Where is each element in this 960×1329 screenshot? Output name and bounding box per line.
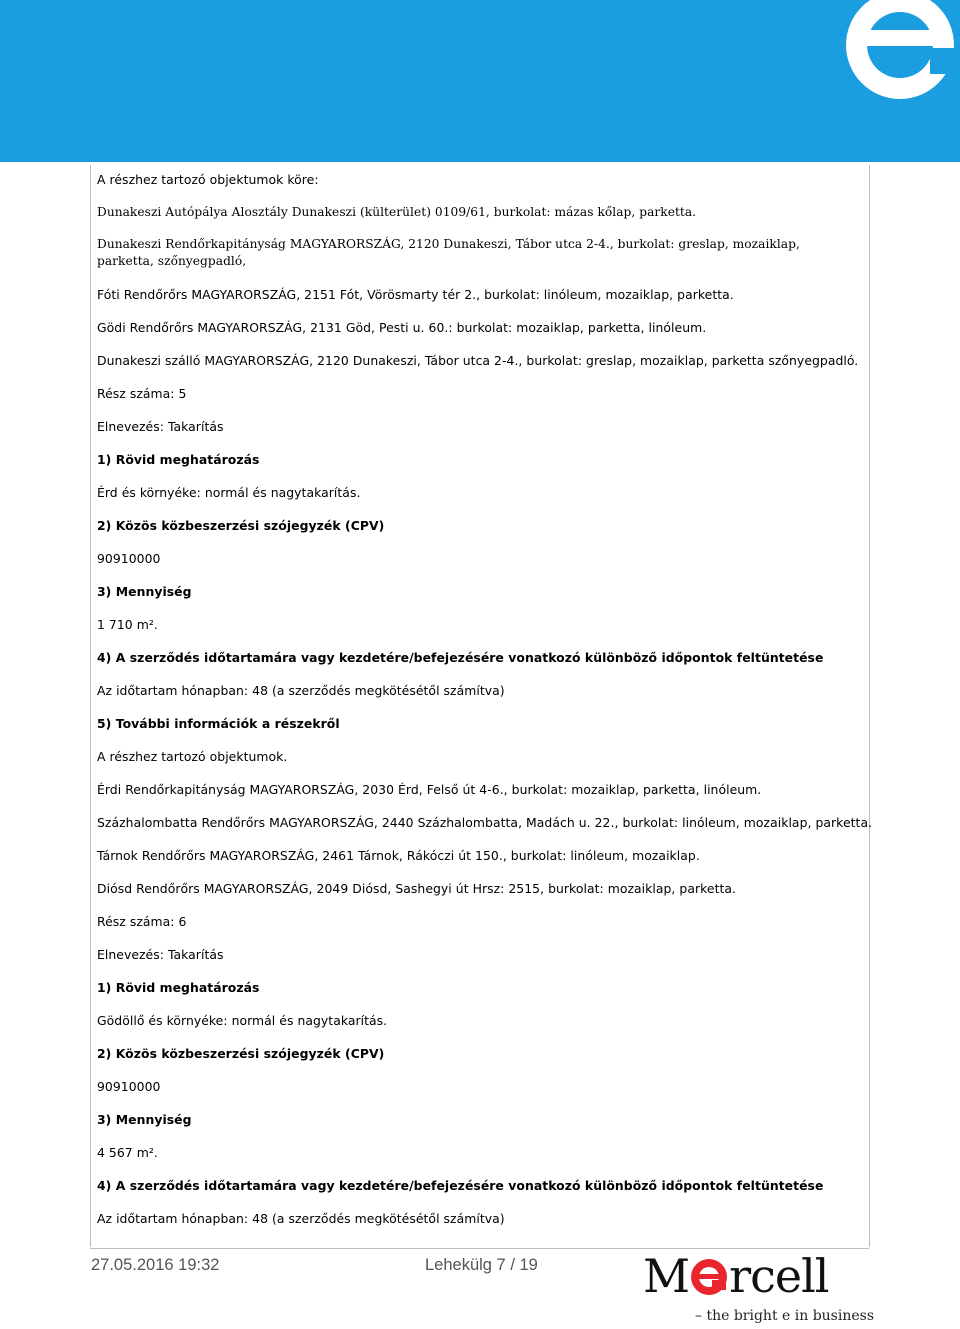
- heading-further-info: 5) További információk a részekről: [97, 716, 340, 731]
- footer-page-number: Lehekülg 7 / 19: [425, 1256, 538, 1274]
- object-line: Százhalombatta Rendőrőrs MAGYARORSZÁG, 2440 Százhalombatta, Madách u. 22., burkolat: linóleum, mozaiklap, parketta.: [97, 815, 873, 830]
- object-line: Fóti Rendőrőrs MAGYARORSZÁG, 2151 Fót, Vörösmarty tér 2., burkolat: linóleum, mozaiklap, parketta.: [97, 287, 734, 302]
- object-line: Dunakeszi Rendőrkapitányság MAGYARORSZÁG, 2120 Dunakeszi, Tábor utca 2-4., burkolat: greslap, mozaiklap, parketta, szőnyegpadló,: [97, 237, 800, 268]
- footer-date: 27.05.2016 19:32: [91, 1256, 220, 1274]
- heading-duration: 4) A szerződés időtartamára vagy kezdetére/befejezésére vonatkozó különböző időpontok feltüntetése: [97, 650, 824, 665]
- logo-tagline: – the bright e in business: [695, 1308, 875, 1324]
- heading-quantity: 3) Mennyiség: [97, 1112, 192, 1127]
- part-number: Rész száma: 6: [97, 914, 187, 929]
- heading-cpv: 2) Közös közbeszerzési szójegyzék (CPV): [97, 1046, 385, 1061]
- object-line: Diósd Rendőrőrs MAGYARORSZÁG, 2049 Diósd, Sashegyi út Hrsz: 2515, burkolat: mozaiklap, parketta.: [97, 881, 737, 896]
- heading-duration: 4) A szerződés időtartamára vagy kezdetére/befejezésére vonatkozó különböző időpontok feltüntetése: [97, 1178, 824, 1193]
- short-description: Érd és környéke: normál és nagytakarítás.: [97, 485, 361, 500]
- object-line: Érdi Rendőrkapitányság MAGYARORSZÁG, 2030 Érd, Felső út 4-6., burkolat: mozaiklap, parketta, linóleum.: [97, 782, 762, 797]
- heading-quantity: 3) Mennyiség: [97, 584, 192, 599]
- part-title: Elnevezés: Takarítás: [97, 947, 224, 962]
- object-line: Dunakeszi szálló MAGYARORSZÁG, 2120 Dunakeszi, Tábor utca 2-4., burkolat: greslap, mozaiklap, parketta szőnyegpadló.: [97, 353, 859, 368]
- logo-letter-m: M: [643, 1249, 690, 1303]
- duration-value: Az időtartam hónapban: 48 (a szerződés megkötésétől számítva): [97, 1211, 505, 1226]
- part-number: Rész száma: 5: [97, 386, 187, 401]
- cpv-code: 90910000: [97, 1079, 161, 1094]
- marcell-logo: [643, 1249, 875, 1329]
- duration-value: Az időtartam hónapban: 48 (a szerződés megkötésétől számítva): [97, 683, 505, 698]
- section-intro: A részhez tartozó objektumok köre:: [97, 172, 319, 187]
- logo-wordmark: [643, 1250, 829, 1302]
- heading-cpv: 2) Közös közbeszerzési szójegyzék (CPV): [97, 518, 385, 533]
- quantity-value: 1 710 m².: [97, 617, 158, 632]
- heading-short-description: 1) Rövid meghatározás: [97, 980, 260, 995]
- top-banner: [0, 0, 960, 162]
- quantity-value: 4 567 m².: [97, 1145, 158, 1160]
- logo-letters-rcell: rcell: [729, 1249, 829, 1303]
- cpv-code: 90910000: [97, 551, 161, 566]
- object-line: Dunakeszi Autópálya Alosztály Dunakeszi (külterület) 0109/61, burkolat: mázas kőlap, parketta.: [97, 205, 697, 219]
- logo-e-icon: [690, 1254, 728, 1292]
- short-description: Gödöllő és környéke: normál és nagytakarítás.: [97, 1013, 388, 1028]
- further-info: A részhez tartozó objektumok.: [97, 749, 288, 764]
- object-line: Tárnok Rendőrőrs MAGYARORSZÁG, 2461 Tárnok, Rákóczi út 150., burkolat: linóleum, mozaiklap.: [97, 848, 700, 863]
- banner-e-logo-icon: [0, 0, 960, 162]
- object-line: Gödi Rendőrőrs MAGYARORSZÁG, 2131 Göd, Pesti u. 60.: burkolat: mozaiklap, parketta, linóleum.: [97, 320, 707, 335]
- part-title: Elnevezés: Takarítás: [97, 419, 224, 434]
- heading-short-description: 1) Rövid meghatározás: [97, 452, 260, 467]
